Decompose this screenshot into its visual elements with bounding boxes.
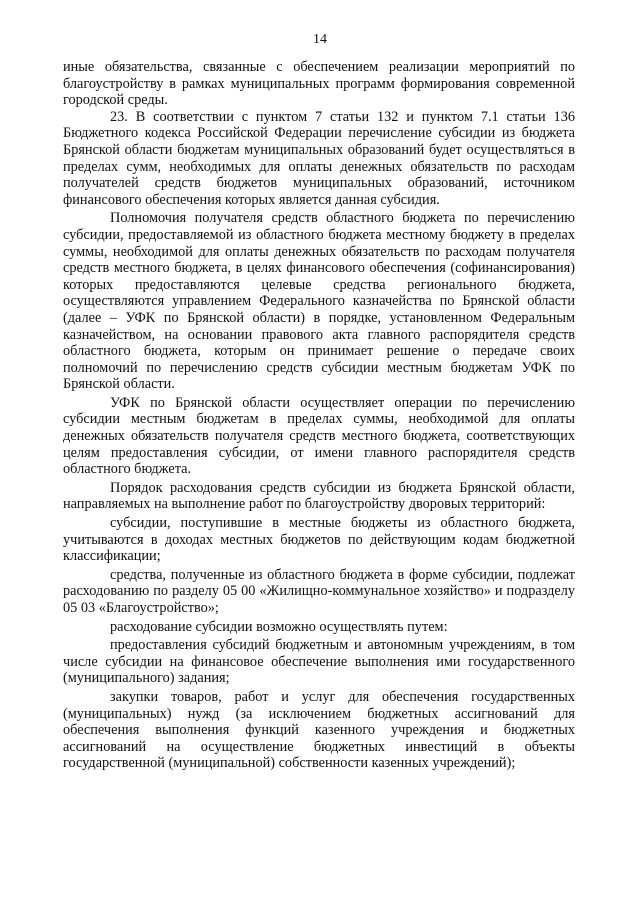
paragraph-5: Порядок расходования средств субсидии из бюджета Брянской области, направляемых на выполнение работ по благоустройству дворовых территорий: — [63, 479, 575, 513]
paragraph-1: иные обязательства, связанные с обеспечением реализации мероприятий по благоустройству в рамках муниципальных программ формирования современной городской среды. — [63, 59, 575, 109]
paragraph-6: субсидии, поступившие в местные бюджеты из областного бюджета, учитываются в доходах местных бюджетов по действующим кодам бюджетной классификации; — [63, 515, 575, 565]
paragraph-10: закупки товаров, работ и услуг для обеспечения государственных (муниципальных) нужд (за исключением бюджетных ассигнований для обеспечения выполнения функций казенного учреждения и бюджетных ассигнований на осуществление бюджетных инвестиций в объекты государственной (муниципальной) собственности казенных учреждений); — [63, 688, 575, 772]
paragraph-2: 23. В соответствии с пунктом 7 статьи 132 и пунктом 7.1 статьи 136 Бюджетного кодекса Российской Федерации перечисление субсидии из бюджета Брянской области бюджетам муниципальных образований будет осуществляться в пределах сумм, необходимых для оплаты денежных обязательств по расходам получателей средств бюджетов муниципальных образований, источником финансового обеспечения которых является данная субсидия. — [63, 108, 575, 208]
document-body — [63, 59, 575, 772]
paragraph-9: предоставления субсидий бюджетным и автономным учреждениям, в том числе субсидии на финансовое обеспечение выполнения ими государственного (муниципального) задания; — [63, 637, 575, 687]
paragraph-7: средства, полученные из областного бюджета в форме субсидии, подлежат расходованию по разделу 05 00 «Жилищно-коммунальное хозяйство» и подразделу 05 03 «Благоустройство»; — [63, 566, 575, 616]
page-number: 14 — [313, 32, 327, 47]
paragraph-8: расходование субсидии возможно осуществлять путем: — [110, 618, 448, 635]
paragraph-3: Полномочия получателя средств областного бюджета по перечислению субсидии, предоставляемой из областного бюджета местному бюджету в пределах суммы, необходимой для оплаты денежных обязательств по расходам получателя средств местного бюджета, в целях финансового обеспечения (софинансирования) которых предоставляются целевые средства регионального бюджета, осуществляются управлением Федерального казначейства по Брянской области (далее – УФК по Брянской области) в порядке, установленном Федеральным казначейством, на основании правового акта главного распорядителя средств областного бюджета, которым он принимает решение о передаче своих полномочий по перечислению средств субсидии местным бюджетам УФК по Брянской области. — [63, 210, 575, 393]
paragraph-4: УФК по Брянской области осуществляет операции по перечислению субсидии местным бюджетам в пределах суммы, необходимой для оплаты денежных обязательств получателя средств местного бюджета, соответствующих целям предоставления субсидии, от имени главного распорядителя средств областного бюджета. — [63, 394, 575, 478]
